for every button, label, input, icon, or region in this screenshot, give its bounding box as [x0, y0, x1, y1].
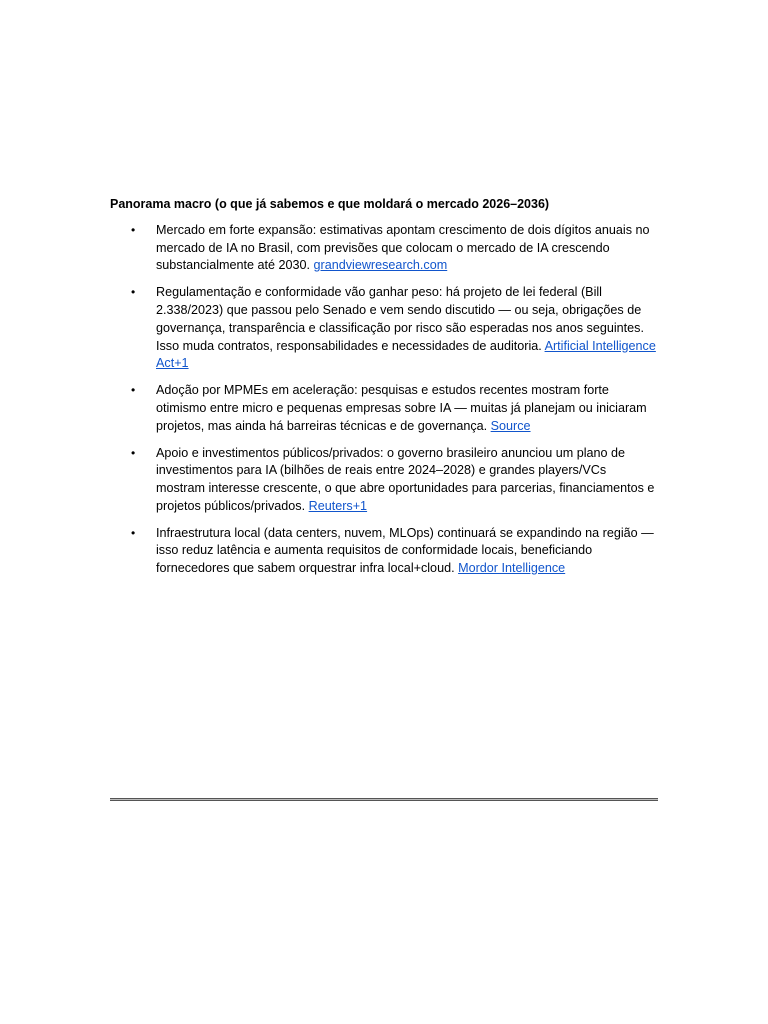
list-item-text: Regulamentação e conformidade vão ganhar peso: há projeto de lei federal (Bill 2.338/2023) que passou pelo Senado e vem sendo discutido — ou seja, obrigações de governança, transparência e classificação por risco são esperadas nos anos seguintes. Isso muda contratos, responsabilidades e necessidades de auditoria. — [156, 285, 644, 353]
bullet-list — [110, 222, 658, 578]
bullet-icon: • — [131, 223, 136, 237]
list-item — [110, 445, 658, 516]
section-heading: Panorama macro (o que já sabemos e que moldará o mercado 2026–2036) — [110, 197, 550, 211]
list-item-text: Adoção por MPMEs em aceleração: pesquisas e estudos recentes mostram forte otimismo entre micro e pequenas empresas sobre IA — muitas já planejam ou iniciaram projetos, mas ainda há barreiras técnicas e de governança. — [156, 383, 647, 433]
document-body — [110, 195, 658, 587]
list-item — [110, 284, 658, 373]
horizontal-divider — [110, 798, 658, 801]
bullet-icon: • — [131, 285, 136, 300]
list-item — [110, 525, 658, 578]
source-link-ai-act[interactable]: Artificial Intelligence Act+1 — [156, 338, 656, 371]
list-item — [110, 382, 658, 435]
bullet-icon: • — [131, 445, 136, 460]
list-item-text: Mercado em forte expansão: estimativas apontam crescimento de dois dígitos anuais no mercado de IA no Brasil, com previsões que colocam o mercado de IA crescendo substancialmente até 2030. — [156, 223, 650, 273]
source-link-grandviewresearch[interactable]: grandviewresearch.com — [313, 258, 448, 273]
source-link-reuters[interactable]: Reuters+1 — [308, 498, 368, 513]
list-item-text: Infraestrutura local (data centers, nuvem, MLOps) continuará se expandindo na região — isso reduz latência e aumenta requisitos de conformidade locais, beneficiando fornecedores que sabem orquestrar infra local+cloud. — [156, 525, 654, 576]
bullet-icon: • — [131, 525, 136, 540]
list-item — [110, 222, 658, 275]
source-link-mordor-intelligence[interactable]: Mordor Intelligence — [458, 561, 566, 576]
bullet-icon: • — [131, 383, 136, 398]
list-item-text: Apoio e investimentos públicos/privados: o governo brasileiro anunciou um plano de investimentos para IA (bilhões de reais entre 2024–2028) e grandes players/VCs mostram interesse crescente, o que abre oportunidades para parcerias, financiamentos e projetos públicos/privados. — [156, 445, 655, 513]
source-link-source[interactable]: Source — [490, 418, 531, 433]
